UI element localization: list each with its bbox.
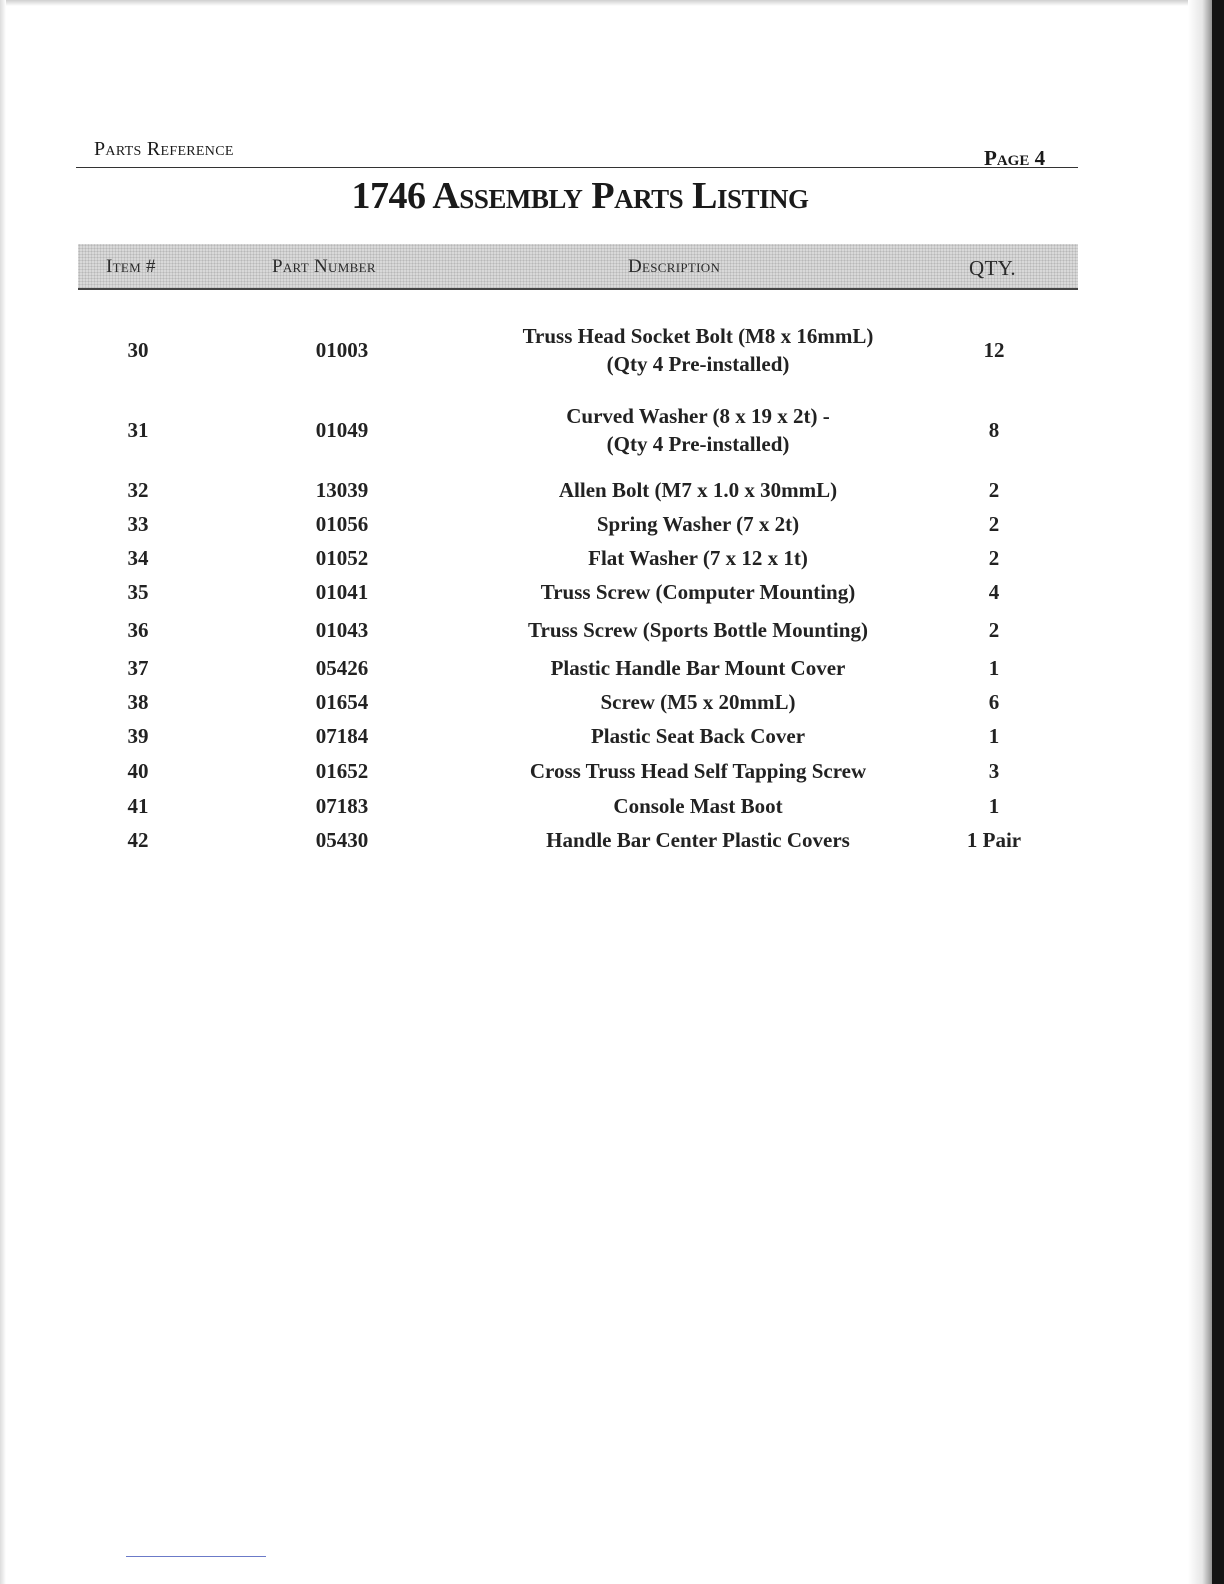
- cell-qty: 1: [988, 794, 1000, 818]
- column-header-description: Description: [628, 256, 721, 277]
- cell-part-number: 01654: [315, 690, 369, 714]
- cell-qty: 1 Pair: [966, 828, 1022, 852]
- column-header-part-number: Part Number: [272, 256, 376, 277]
- scan-shadow-top: [0, 0, 1190, 6]
- cell-item: 42: [127, 828, 149, 852]
- cell-part-number: 07184: [315, 724, 369, 748]
- cell-part-number: 01056: [315, 512, 369, 536]
- cell-item: 41: [127, 794, 149, 818]
- cell-description: Handle Bar Center Plastic Covers: [546, 828, 850, 852]
- cell-qty: 2: [988, 618, 1000, 642]
- cell-part-number: 01041: [315, 580, 369, 604]
- cell-item: 30: [127, 338, 149, 362]
- section-header: Parts Reference: [94, 138, 234, 160]
- cell-item: 31: [127, 418, 149, 442]
- cell-item: 38: [127, 690, 149, 714]
- cell-item: 39: [127, 724, 149, 748]
- cell-qty: 3: [988, 759, 1000, 783]
- cell-part-number: 01049: [315, 418, 369, 442]
- cell-description: [458, 402, 938, 458]
- cell-part-number: 01652: [315, 759, 369, 783]
- cell-item: 35: [127, 580, 149, 604]
- scan-dark-edge: [1212, 0, 1224, 1584]
- cell-qty: 1: [988, 724, 1000, 748]
- column-header-item: Item #: [106, 256, 156, 277]
- cell-description: Cross Truss Head Self Tapping Screw: [529, 759, 867, 783]
- cell-item: 36: [127, 618, 149, 642]
- cell-part-number: 01003: [315, 338, 369, 362]
- cell-description: Truss Screw (Sports Bottle Mounting): [528, 618, 868, 642]
- cell-description: Allen Bolt (M7 x 1.0 x 30mmL): [558, 478, 838, 502]
- description-line: (Qty 4 Pre-installed): [606, 352, 790, 376]
- cell-description: [458, 322, 938, 378]
- cell-description: Plastic Seat Back Cover: [590, 724, 806, 748]
- cell-item: 37: [127, 656, 149, 680]
- cell-part-number: 05430: [315, 828, 369, 852]
- cell-description: Spring Washer (7 x 2t): [596, 512, 800, 536]
- column-header-qty: QTY.: [969, 256, 1016, 280]
- cell-item: 32: [127, 478, 149, 502]
- cell-item: 40: [127, 759, 149, 783]
- cell-part-number: 01043: [315, 618, 369, 642]
- cell-description: Screw (M5 x 20mmL): [600, 690, 796, 714]
- cell-qty: 2: [988, 546, 1000, 570]
- cell-qty: 2: [988, 512, 1000, 536]
- cell-part-number: 01052: [315, 546, 369, 570]
- header-divider: [76, 167, 1078, 168]
- scan-shadow-left: [0, 0, 6, 1584]
- cell-description: Truss Screw (Computer Mounting): [540, 580, 856, 604]
- footer-line-mark: [126, 1556, 266, 1557]
- cell-qty: 6: [988, 690, 1000, 714]
- cell-qty: 8: [988, 418, 1000, 442]
- page-number: Page 4: [984, 146, 1046, 170]
- table-header-bar: [78, 244, 1078, 290]
- description-line: Curved Washer (8 x 19 x 2t) -: [566, 404, 830, 428]
- cell-part-number: 07183: [315, 794, 369, 818]
- cell-qty: 4: [988, 580, 1000, 604]
- cell-part-number: 13039: [315, 478, 369, 502]
- cell-qty: 12: [983, 338, 1005, 362]
- cell-item: 34: [127, 546, 149, 570]
- cell-part-number: 05426: [315, 656, 369, 680]
- cell-qty: 2: [988, 478, 1000, 502]
- description-line: Truss Head Socket Bolt (M8 x 16mmL): [522, 324, 874, 348]
- scan-shadow-right: [1188, 0, 1224, 1584]
- cell-item: 33: [127, 512, 149, 536]
- description-line: (Qty 4 Pre-installed): [606, 432, 790, 456]
- cell-description: Console Mast Boot: [613, 794, 783, 818]
- cell-description: Plastic Handle Bar Mount Cover: [550, 656, 846, 680]
- page-title: 1746 Assembly Parts Listing: [351, 175, 809, 217]
- cell-qty: 1: [988, 656, 1000, 680]
- cell-description: Flat Washer (7 x 12 x 1t): [588, 546, 808, 570]
